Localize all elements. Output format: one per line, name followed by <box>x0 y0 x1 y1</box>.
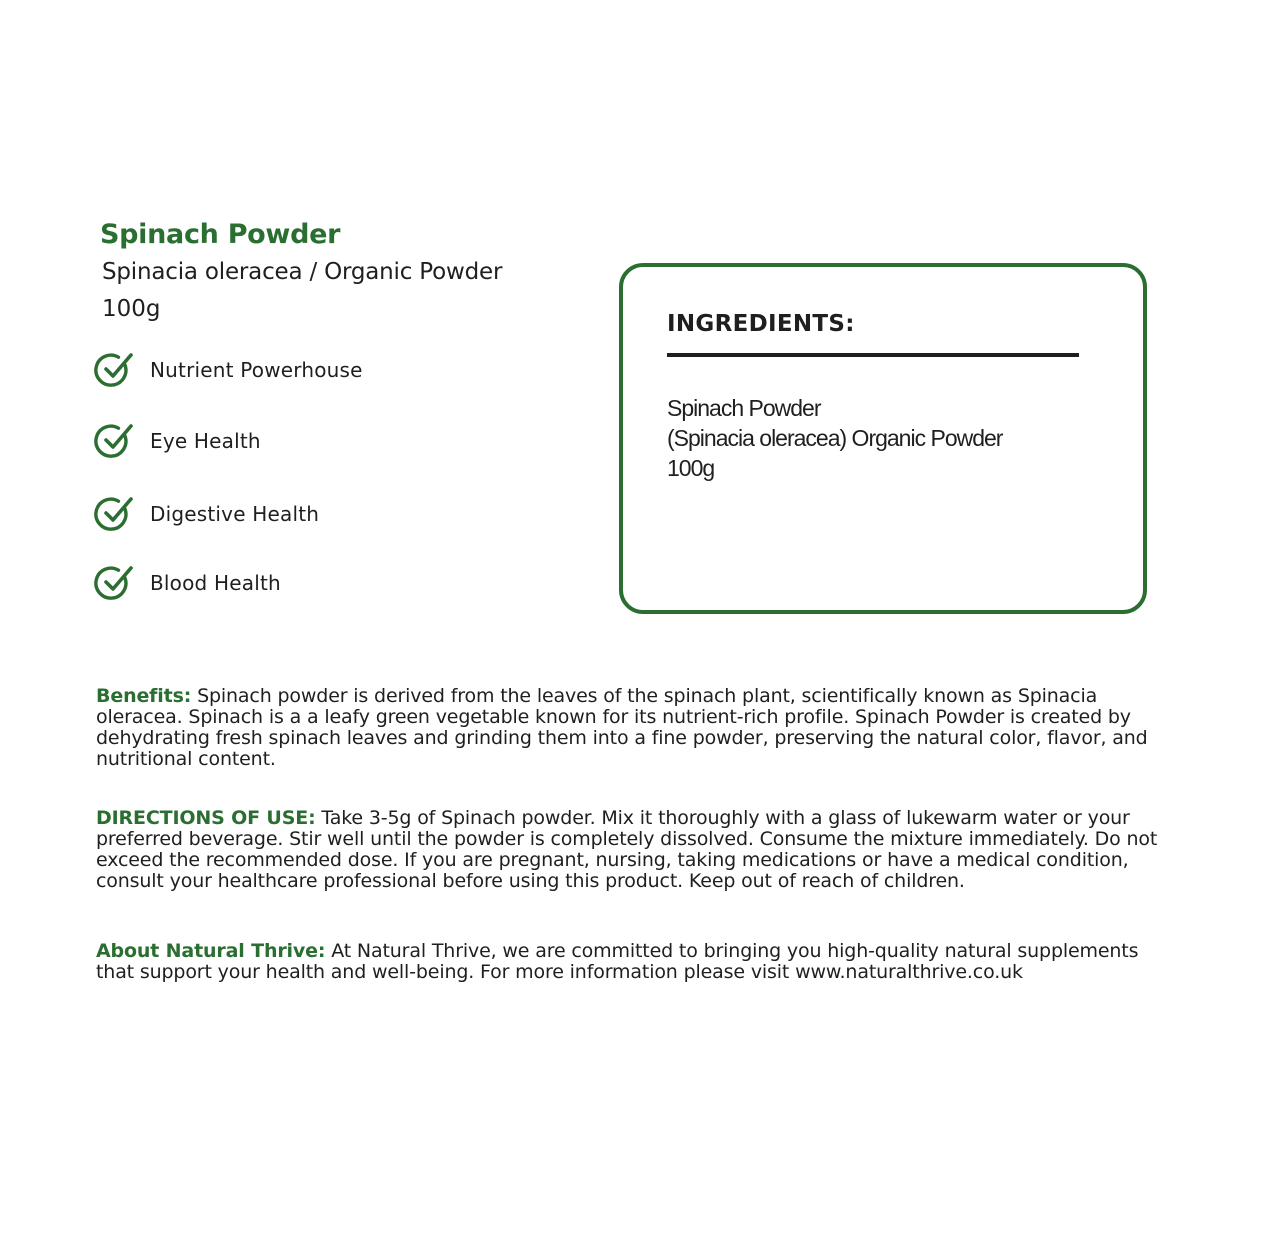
benefits-text: Spinach powder is derived from the leaves of the spinach plant, scientifically known as Spinacia oleracea. Spinach is a a leafy green vegetable known for its nutrient-rich profile. Spinach Powder is created by dehydrating fresh spinach leaves and grinding them into a fine powder, preserving the natural color, flavor, and nutritional content. <box>96 685 1148 770</box>
check-circle-icon <box>94 563 134 603</box>
check-circle-icon <box>94 350 134 390</box>
feature-item <box>94 350 554 390</box>
feature-label: Nutrient Powerhouse <box>150 358 363 382</box>
product-weight: 100g <box>102 296 161 322</box>
ingredient-line: 100g <box>667 455 715 481</box>
ingredients-divider <box>667 353 1079 357</box>
ingredient-line: Spinach Powder <box>667 395 821 421</box>
benefits-paragraph <box>96 686 1176 770</box>
directions-label: DIRECTIONS OF USE: <box>96 807 316 829</box>
directions-text: Take 3-5g of Spinach powder. Mix it thoroughly with a glass of lukewarm water or your preferred beverage. Stir well until the powder is completely dissolved. Consume the mixture immediately. Do not exceed the recommended dose. If you are pregnant, nursing, taking medications or have a medical condition, consult your healthcare professional before using this product. Keep out of reach of children. <box>96 807 1158 892</box>
ingredients-panel <box>619 263 1147 614</box>
about-paragraph <box>96 941 1176 983</box>
ingredient-line: (Spinacia oleracea) Organic Powder <box>667 425 1003 451</box>
check-circle-icon <box>94 421 134 461</box>
check-circle-icon <box>94 494 134 534</box>
feature-item <box>94 421 554 461</box>
product-title: Spinach Powder <box>100 219 341 250</box>
ingredients-heading: INGREDIENTS: <box>667 311 855 337</box>
product-subtitle: Spinacia oleracea / Organic Powder <box>102 259 503 285</box>
feature-item <box>94 563 554 603</box>
directions-paragraph <box>96 808 1176 892</box>
feature-label: Digestive Health <box>150 502 320 526</box>
about-label: About Natural Thrive: <box>96 940 326 962</box>
ingredients-list <box>667 393 1002 483</box>
benefits-label: Benefits: <box>96 685 192 707</box>
about-text: At Natural Thrive, we are committed to bringing you high-quality natural supplements that support your health and well-being. For more information please visit www.naturalthrive.co.uk <box>96 940 1139 983</box>
feature-item <box>94 494 554 534</box>
feature-label: Eye Health <box>150 429 261 453</box>
feature-label: Blood Health <box>150 571 281 595</box>
